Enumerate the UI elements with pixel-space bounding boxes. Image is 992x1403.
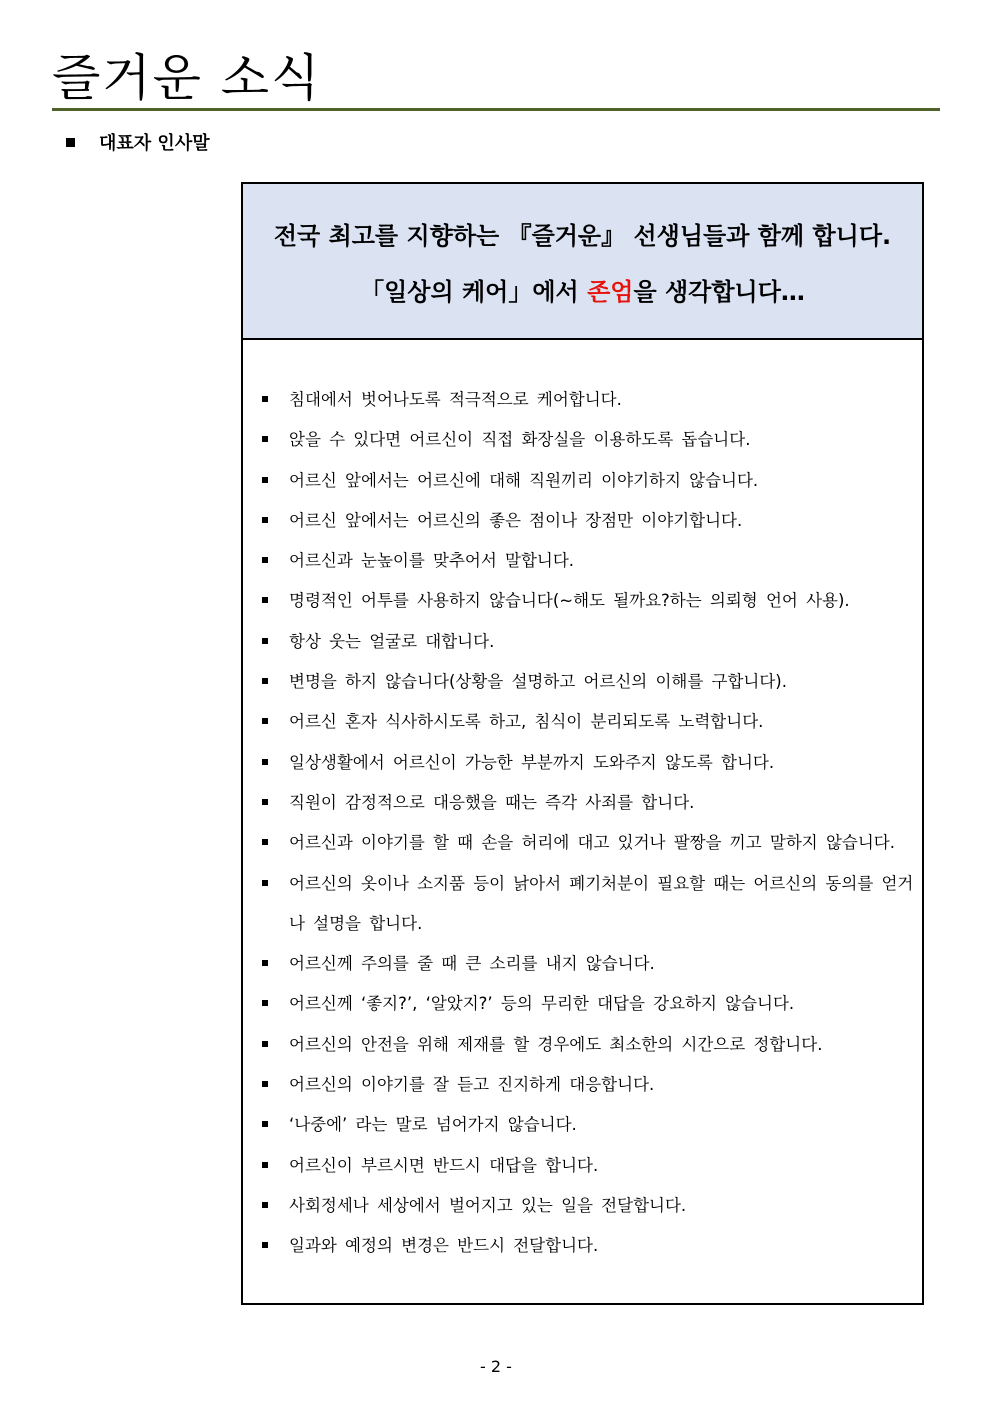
list-item bbox=[243, 541, 922, 581]
bullet-icon bbox=[262, 638, 268, 644]
bullet-icon bbox=[262, 1081, 268, 1087]
square-bullet-icon bbox=[66, 138, 75, 147]
bullet-icon bbox=[262, 759, 268, 765]
bullet-icon bbox=[262, 477, 268, 483]
greeting-box bbox=[241, 182, 924, 1305]
bullet-icon bbox=[262, 1162, 268, 1168]
list-item-text: ‘나중에’ 라는 말로 넘어가지 않습니다. bbox=[289, 1115, 577, 1135]
list-item bbox=[243, 622, 922, 662]
principles-list bbox=[243, 380, 922, 1267]
bullet-icon bbox=[262, 678, 268, 684]
list-item-text: 어르신 앞에서는 어르신의 좋은 점이나 장점만 이야기합니다. bbox=[289, 510, 743, 530]
list-item-text: 일과와 예정의 변경은 반드시 전달합니다. bbox=[289, 1236, 599, 1256]
list-item bbox=[243, 1146, 922, 1186]
list-item bbox=[243, 702, 922, 742]
header-line-2-before: 「일상의 케어」에서 bbox=[360, 278, 588, 306]
list-item-text: 항상 웃는 얼굴로 대합니다. bbox=[289, 631, 495, 651]
section-heading bbox=[66, 128, 210, 156]
list-item-text: 사회정세나 세상에서 벌어지고 있는 일을 전달합니다. bbox=[289, 1195, 687, 1215]
list-item bbox=[243, 420, 922, 460]
list-item-text: 어르신께 주의를 줄 때 큰 소리를 내지 않습니다. bbox=[289, 954, 655, 974]
list-item bbox=[243, 1065, 922, 1105]
list-item bbox=[243, 823, 922, 863]
bullet-icon bbox=[262, 1041, 268, 1047]
section-heading-label: 대표자 인사말 bbox=[99, 133, 210, 154]
bullet-icon bbox=[262, 597, 268, 603]
list-item bbox=[243, 743, 922, 783]
list-item-text: 어르신 혼자 식사하시도록 하고, 침식이 분리되도록 노력합니다. bbox=[289, 712, 764, 732]
list-item bbox=[243, 501, 922, 541]
list-item bbox=[243, 944, 922, 984]
list-item bbox=[243, 581, 922, 621]
bullet-icon bbox=[262, 1000, 268, 1006]
list-item bbox=[243, 864, 922, 945]
list-item-text: 어르신과 이야기를 할 때 손을 허리에 대고 있거나 팔짱을 끼고 말하지 않습니다. bbox=[289, 833, 895, 853]
bullet-icon bbox=[262, 436, 268, 442]
list-item-text: 어르신의 안전을 위해 제재를 할 경우에도 최소한의 시간으로 정합니다. bbox=[289, 1034, 823, 1054]
bullet-icon bbox=[262, 880, 268, 886]
header-line-2-after: 을 생각합니다… bbox=[633, 278, 805, 306]
bullet-icon bbox=[262, 396, 268, 402]
list-item bbox=[243, 1186, 922, 1226]
list-item-text: 변명을 하지 않습니다(상황을 설명하고 어르신의 이해를 구합니다). bbox=[289, 672, 787, 692]
list-item bbox=[243, 461, 922, 501]
bullet-icon bbox=[262, 557, 268, 563]
bullet-icon bbox=[262, 517, 268, 523]
list-item-text: 어르신께 ‘좋지?’, ‘알았지?’ 등의 무리한 대답을 강요하지 않습니다. bbox=[289, 994, 795, 1014]
list-item-text: 명령적인 어투를 사용하지 않습니다(~해도 될까요?하는 의뢰형 언어 사용). bbox=[289, 591, 850, 611]
list-item-text: 일상생활에서 어르신이 가능한 부분까지 도와주지 않도록 합니다. bbox=[289, 752, 775, 772]
list-item bbox=[243, 380, 922, 420]
list-item-text: 침대에서 벗어나도록 적극적으로 케어합니다. bbox=[289, 390, 622, 409]
list-item-text: 앉을 수 있다면 어르신이 직접 화장실을 이용하도록 돕습니다. bbox=[289, 430, 751, 450]
list-item bbox=[243, 1025, 922, 1065]
list-item bbox=[243, 783, 922, 823]
header-line-1: 전국 최고를 지향하는 『즐거운』 선생님들과 함께 합니다. bbox=[273, 222, 892, 250]
list-item-text: 어르신의 이야기를 잘 듣고 진지하게 대응합니다. bbox=[289, 1075, 655, 1095]
bullet-icon bbox=[262, 1242, 268, 1248]
list-item-text: 어르신 앞에서는 어르신에 대해 직원끼리 이야기하지 않습니다. bbox=[289, 470, 759, 490]
list-item bbox=[243, 1226, 922, 1266]
greeting-box-header bbox=[243, 184, 922, 340]
bullet-icon bbox=[262, 960, 268, 966]
page-number: - 2 - bbox=[480, 1357, 512, 1376]
list-item bbox=[243, 662, 922, 702]
list-item bbox=[243, 1105, 922, 1145]
list-item-text: 어르신이 부르시면 반드시 대답을 합니다. bbox=[289, 1155, 599, 1175]
list-item-text: 어르신과 눈높이를 맞추어서 말합니다. bbox=[289, 551, 575, 571]
bullet-icon bbox=[262, 799, 268, 805]
bullet-icon bbox=[262, 839, 268, 845]
document-title: 즐거운 소식 bbox=[52, 49, 322, 107]
title-underline bbox=[52, 108, 940, 111]
list-item-text: 직원이 감정적으로 대응했을 때는 즉각 사죄를 합니다. bbox=[289, 792, 695, 812]
bullet-icon bbox=[262, 718, 268, 724]
list-item-text: 어르신의 옷이나 소지품 등이 낡아서 폐기처분이 필요할 때는 어르신의 동의를 얻거나 설명을 합니다. bbox=[289, 873, 914, 933]
list-item bbox=[243, 984, 922, 1024]
bullet-icon bbox=[262, 1202, 268, 1208]
bullet-icon bbox=[262, 1121, 268, 1127]
header-line-2 bbox=[243, 272, 922, 312]
header-highlight-word: 존엄 bbox=[587, 278, 634, 306]
